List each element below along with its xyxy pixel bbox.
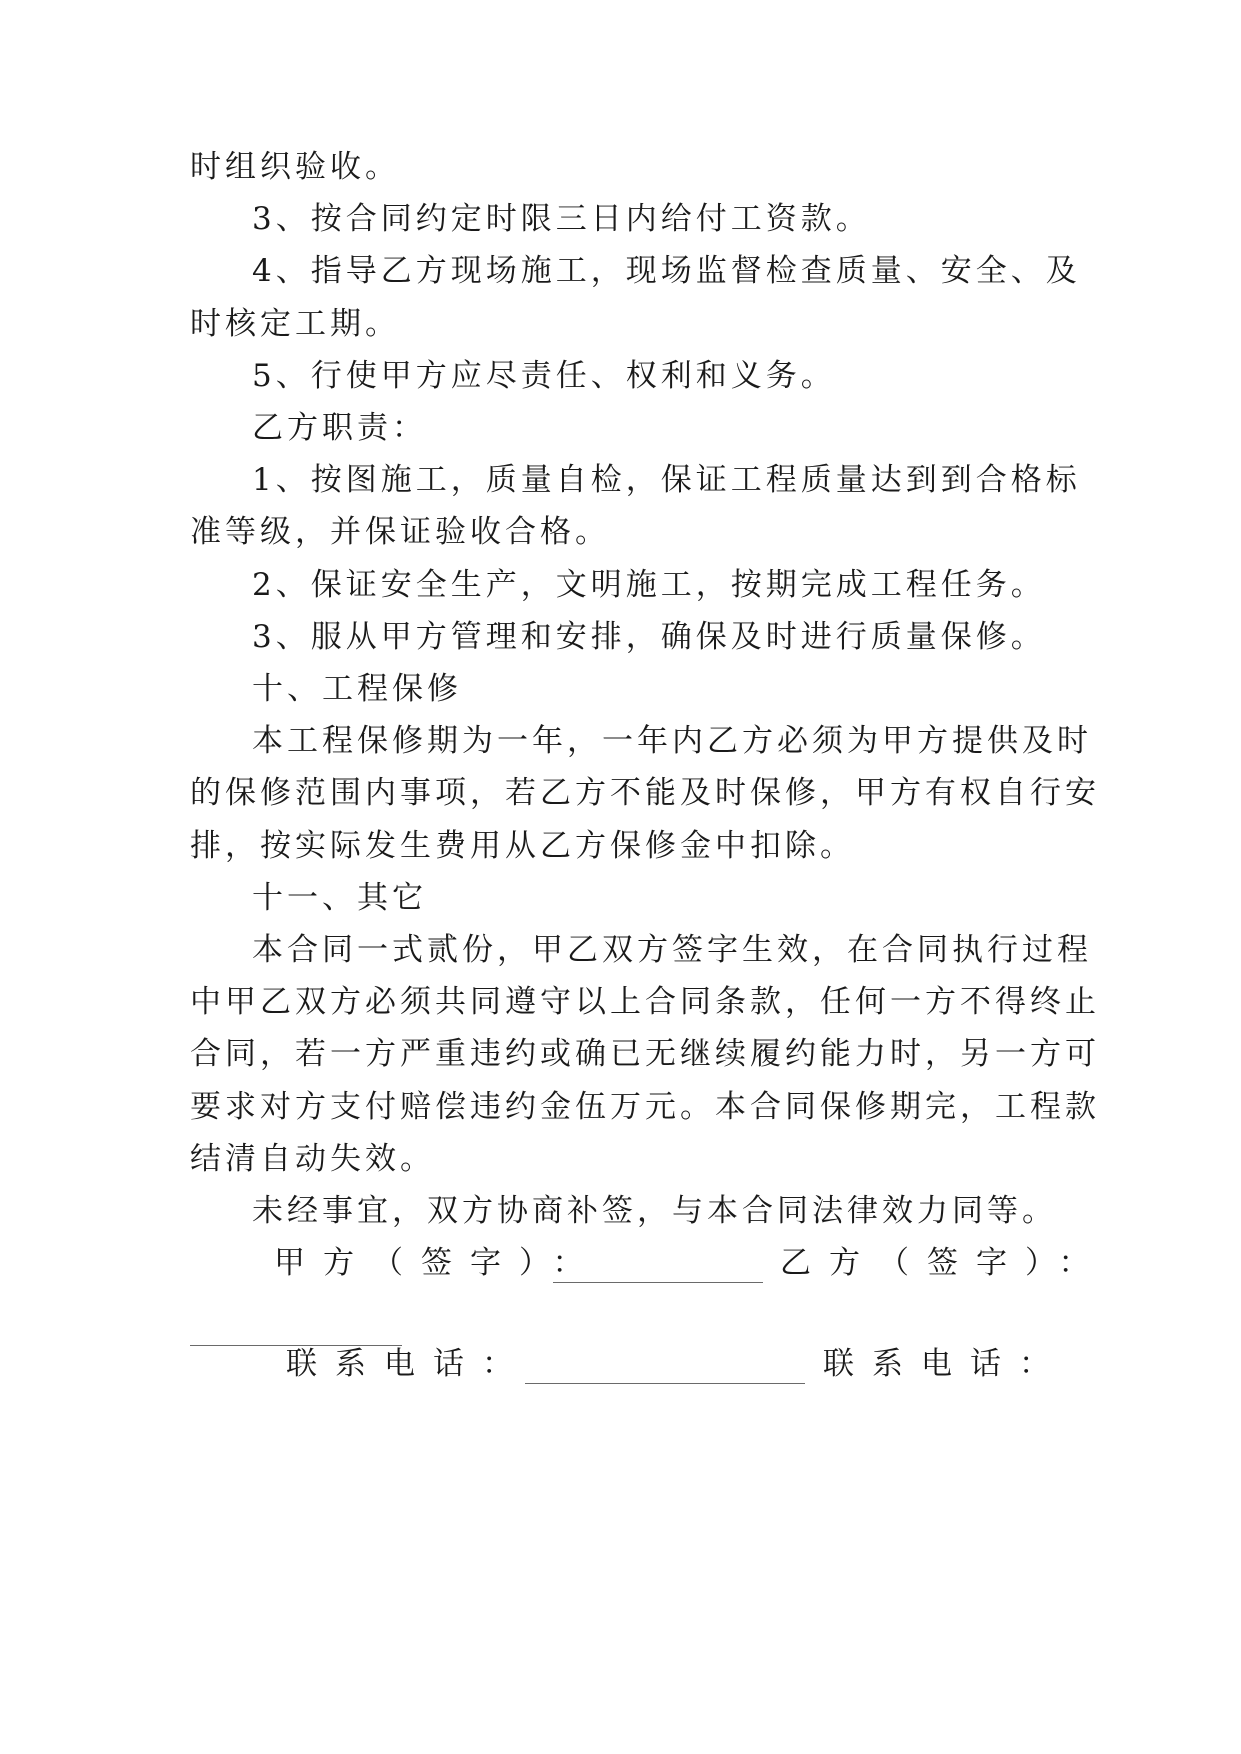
paragraph-line: 时核定工期。 xyxy=(190,306,400,342)
paragraph-line: 乙方职责： xyxy=(252,410,427,446)
paragraph-line: 1、按图施工，质量自检，保证工程质量达到到合格标 xyxy=(252,462,1081,498)
section-heading: 十一、其它 xyxy=(252,880,427,916)
paragraph-line: 3、服从甲方管理和安排，确保及时进行质量保修。 xyxy=(252,619,1046,655)
party-b-signature-label: 乙方（签字）： xyxy=(780,1245,1108,1281)
paragraph-line: 时组织验收。 xyxy=(190,149,400,185)
paragraph-line: 本工程保修期为一年，一年内乙方必须为甲方提供及时 xyxy=(252,723,1092,759)
paragraph-line: 5、行使甲方应尽责任、权利和义务。 xyxy=(252,358,836,394)
paragraph-line: 本合同一式贰份，甲乙双方签字生效，在合同执行过程 xyxy=(252,932,1092,968)
paragraph-line: 结清自动失效。 xyxy=(190,1141,435,1177)
party-a-signature-blank[interactable] xyxy=(553,1282,763,1283)
paragraph-line: 要求对方支付赔偿违约金伍万元。本合同保修期完，工程款 xyxy=(190,1089,1100,1125)
paragraph-line: 未经事宜，双方协商补签，与本合同法律效力同等。 xyxy=(252,1193,1057,1229)
paragraph-line: 3、按合同约定时限三日内给付工资款。 xyxy=(252,201,871,237)
paragraph-line: 中甲乙双方必须共同遵守以上合同条款，任何一方不得终止 xyxy=(190,984,1100,1020)
section-heading: 十、工程保修 xyxy=(252,671,462,707)
party-a-phone-label: 联系电话： xyxy=(286,1346,531,1382)
party-a-phone-blank[interactable] xyxy=(525,1383,805,1384)
party-b-phone-label: 联系电话： xyxy=(823,1346,1068,1382)
paragraph-line: 2、保证安全生产，文明施工，按期完成工程任务。 xyxy=(252,567,1046,603)
paragraph-line: 合同，若一方严重违约或确已无继续履约能力时，另一方可 xyxy=(190,1036,1100,1072)
party-a-signature-label: 甲方（签字）： xyxy=(274,1245,602,1281)
paragraph-line: 准等级，并保证验收合格。 xyxy=(190,514,610,550)
paragraph-line: 排，按实际发生费用从乙方保修金中扣除。 xyxy=(190,828,855,864)
paragraph-line: 4、指导乙方现场施工，现场监督检查质量、安全、及 xyxy=(252,253,1081,289)
paragraph-line: 的保修范围内事项，若乙方不能及时保修，甲方有权自行安 xyxy=(190,775,1100,811)
